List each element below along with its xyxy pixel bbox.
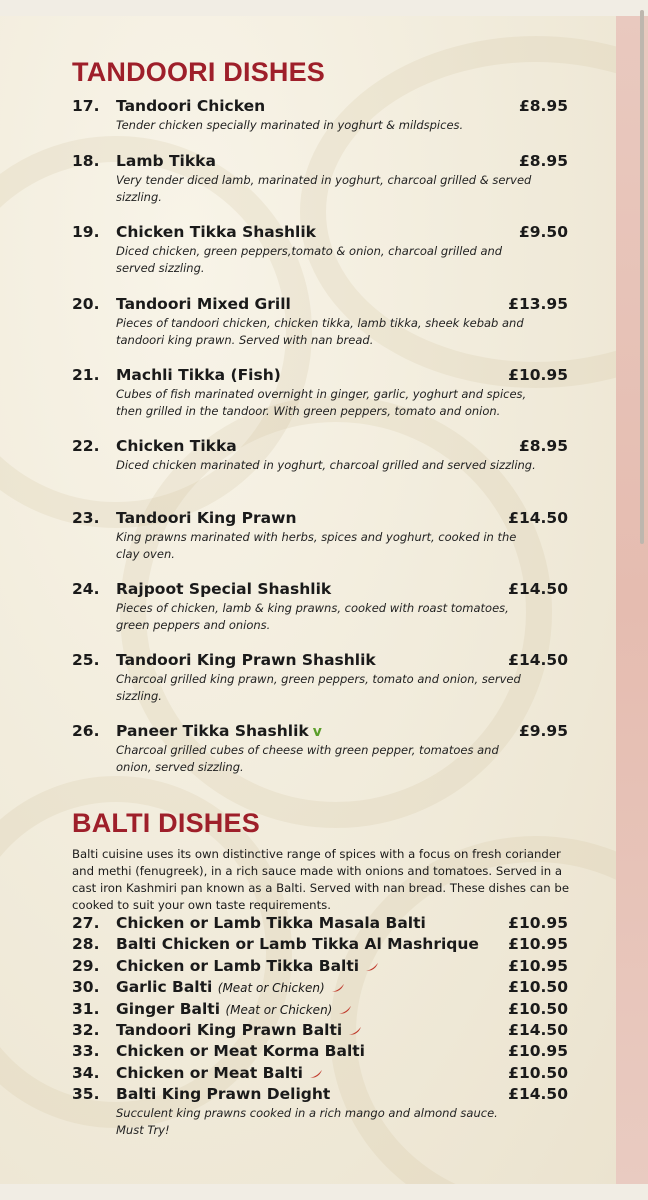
- scrollbar[interactable]: [640, 10, 644, 544]
- item-number: 24.: [72, 580, 100, 598]
- item-price: £10.50: [508, 1064, 568, 1082]
- item-description: Diced chicken, green peppers,tomato & onion, charcoal grilled and served sizzling.: [116, 244, 503, 275]
- item-price: £13.95: [508, 295, 568, 313]
- item-price: £10.95: [508, 957, 568, 975]
- item-name-text: Garlic Balti: [116, 978, 213, 996]
- item-name: Machli Tikka (Fish): [116, 366, 281, 384]
- item-name: [116, 1021, 362, 1040]
- item-name: Rajpoot Special Shashlik: [116, 580, 332, 598]
- item-name-text: Chicken or Meat Balti: [116, 1064, 303, 1082]
- item-description: Succulent king prawns cooked in a rich mango and almond sauce. Must Try!: [116, 1106, 498, 1137]
- item-price: £10.95: [508, 366, 568, 384]
- item-name-text: Chicken or Lamb Tikka Balti: [116, 957, 360, 975]
- item-number: 34.: [72, 1064, 100, 1082]
- item-price: £8.95: [518, 437, 568, 455]
- item-number: 21.: [72, 366, 100, 384]
- item-description: Diced chicken marinated in yoghurt, charcoal grilled and served sizzling.: [116, 458, 536, 472]
- item-number: 25.: [72, 651, 100, 669]
- balti-intro: Balti cuisine uses its own distinctive range of spices with a focus on fresh coriander and methi (fenugreek), in a rich sauce made with onions and tomatoes. Served in a cast iron Kashmiri pan known as a Balti. Served with nan bread. These dishes can be cooked to suit your own taste requirements.: [72, 847, 570, 912]
- item-description: King prawns marinated with herbs, spices and yoghurt, cooked in the clay oven.: [116, 530, 517, 561]
- item-number: 18.: [72, 152, 100, 170]
- chili-icon: [331, 979, 345, 997]
- item-note: (Meat or Chicken): [225, 1003, 333, 1017]
- item-name: [116, 722, 322, 740]
- item-number: 29.: [72, 957, 100, 975]
- chili-icon: [338, 1001, 352, 1019]
- item-number: 28.: [72, 935, 100, 953]
- item-description: Charcoal grilled cubes of cheese with green pepper, tomatoes and onion, served sizzling.: [116, 743, 499, 774]
- item-number: 20.: [72, 295, 100, 313]
- item-price: £9.50: [518, 223, 568, 241]
- item-price: £10.50: [508, 1000, 568, 1018]
- item-number: 23.: [72, 509, 100, 527]
- item-price: £14.50: [508, 1021, 568, 1039]
- item-name: [116, 978, 345, 997]
- item-name: Chicken or Lamb Tikka Masala Balti: [116, 914, 426, 932]
- item-name: Tandoori Mixed Grill: [116, 295, 291, 313]
- item-price: £10.95: [508, 914, 568, 932]
- vegetarian-badge: v: [312, 724, 322, 740]
- item-description: Charcoal grilled king prawn, green peppers, tomato and onion, served sizzling.: [116, 672, 521, 703]
- item-price: £8.95: [518, 97, 568, 115]
- item-note: (Meat or Chicken): [217, 981, 325, 995]
- balti-heading: BALTI DISHES: [72, 808, 260, 838]
- item-description: Tender chicken specially marinated in yoghurt & mildspices.: [116, 118, 464, 132]
- item-number: 26.: [72, 722, 100, 740]
- item-number: 32.: [72, 1021, 100, 1039]
- item-price: £10.50: [508, 978, 568, 996]
- item-name: [116, 1064, 323, 1083]
- item-name: Chicken Tikka: [116, 437, 237, 455]
- item-number: 19.: [72, 223, 100, 241]
- item-number: 22.: [72, 437, 100, 455]
- item-number: 31.: [72, 1000, 100, 1018]
- item-name: Tandoori Chicken: [116, 97, 266, 115]
- item-name: [116, 1000, 352, 1019]
- item-description: Pieces of chicken, lamb & king prawns, cooked with roast tomatoes, green peppers and onions.: [116, 601, 509, 632]
- item-description: Pieces of tandoori chicken, chicken tikka, lamb tikka, sheek kebab and tandoori king prawn. Served with nan bread.: [116, 316, 524, 347]
- item-description: Cubes of fish marinated overnight in ginger, garlic, yoghurt and spices, then grilled in the tandoor. With green peppers, tomato and onion.: [116, 387, 527, 418]
- item-number: 27.: [72, 914, 100, 932]
- item-price: £14.50: [508, 1085, 568, 1103]
- item-name: Tandoori King Prawn: [116, 509, 297, 527]
- item-name: [116, 957, 379, 976]
- item-price: £8.95: [518, 152, 568, 170]
- tandoori-heading: TANDOORI DISHES: [72, 57, 326, 87]
- item-number: 30.: [72, 978, 100, 996]
- item-name-text: Tandoori King Prawn Balti: [116, 1021, 343, 1039]
- chili-icon: [365, 958, 379, 976]
- item-price: £14.50: [508, 580, 568, 598]
- chili-icon: [348, 1022, 362, 1040]
- item-number: 33.: [72, 1042, 100, 1060]
- item-description: Very tender diced lamb, marinated in yoghurt, charcoal grilled & served sizzling.: [116, 173, 532, 204]
- item-name: Lamb Tikka: [116, 152, 216, 170]
- item-name-text: Ginger Balti: [116, 1000, 221, 1018]
- chili-icon: [309, 1065, 323, 1083]
- item-name: Balti Chicken or Lamb Tikka Al Mashrique: [116, 935, 479, 953]
- item-price: £10.95: [508, 935, 568, 953]
- item-name: Tandoori King Prawn Shashlik: [116, 651, 376, 669]
- item-name: Balti King Prawn Delight: [116, 1085, 331, 1103]
- item-name: Chicken Tikka Shashlik: [116, 223, 316, 241]
- item-price: £9.95: [518, 722, 568, 740]
- item-price: £14.50: [508, 509, 568, 527]
- item-price: £10.95: [508, 1042, 568, 1060]
- item-number: 35.: [72, 1085, 100, 1103]
- item-name: Chicken or Meat Korma Balti: [116, 1042, 365, 1060]
- item-number: 17.: [72, 97, 100, 115]
- item-price: £14.50: [508, 651, 568, 669]
- item-name-text: Paneer Tikka Shashlik: [116, 722, 309, 740]
